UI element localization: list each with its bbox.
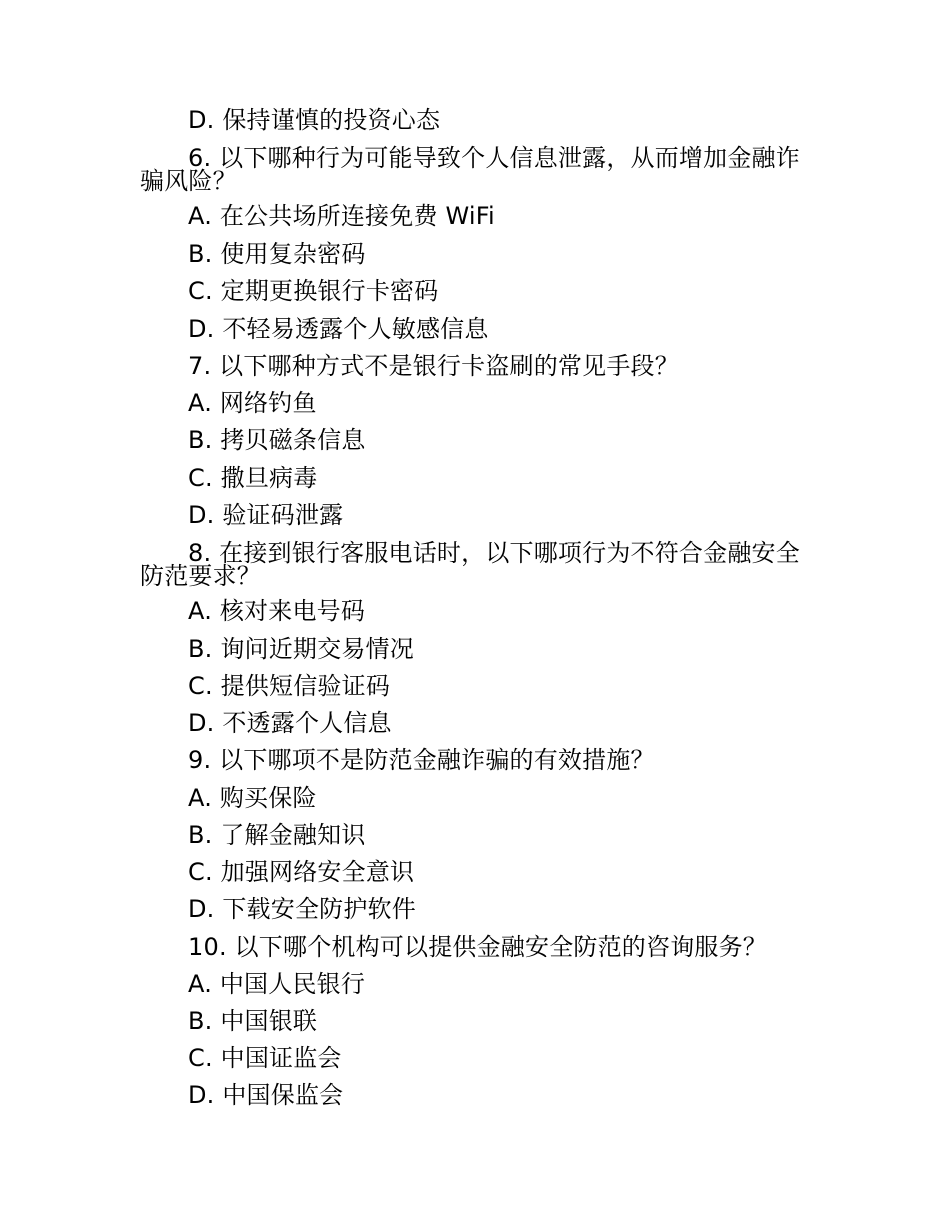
option-8a: A. 核对来电号码 (188, 597, 366, 625)
question-8: 8. 在接到银行客服电话时，以下哪项行为不符合金融安全 (188, 539, 800, 567)
option-10a: A. 中国人民银行 (188, 970, 366, 998)
option-8b: B. 询问近期交易情况 (188, 635, 414, 663)
option-10b: B. 中国银联 (188, 1007, 318, 1035)
option-9a: A. 购买保险 (188, 784, 317, 812)
option-10d: D. 中国保监会 (188, 1081, 344, 1109)
question-6: 6. 以下哪种行为可能导致个人信息泄露，从而增加金融诈 (188, 144, 800, 172)
option-7d: D. 验证码泄露 (188, 501, 344, 529)
question-10: 10. 以下哪个机构可以提供金融安全防范的咨询服务？ (188, 933, 767, 961)
option-7c: C. 撒旦病毒 (188, 464, 318, 492)
question-7: 7. 以下哪种方式不是银行卡盗刷的常见手段？ (188, 352, 679, 380)
option-5d: D. 保持谨慎的投资心态 (188, 106, 441, 134)
option-8d: D. 不透露个人信息 (188, 709, 392, 737)
option-6a: A. 在公共场所连接免费 WiFi (188, 202, 495, 230)
option-9b: B. 了解金融知识 (188, 821, 366, 849)
option-8c: C. 提供短信验证码 (188, 672, 391, 700)
option-9c: C. 加强网络安全意识 (188, 858, 415, 886)
question-8-continued: 防范要求？ (140, 562, 261, 590)
option-10c: C. 中国证监会 (188, 1044, 342, 1072)
question-6-continued: 骗风险？ (140, 167, 237, 195)
option-6d: D. 不轻易透露个人敏感信息 (188, 315, 489, 343)
option-7a: A. 网络钓鱼 (188, 389, 317, 417)
option-6b: B. 使用复杂密码 (188, 240, 366, 268)
option-7b: B. 拷贝磁条信息 (188, 426, 366, 454)
question-9: 9. 以下哪项不是防范金融诈骗的有效措施？ (188, 746, 655, 774)
option-9d: D. 下载安全防护软件 (188, 895, 416, 923)
option-6c: C. 定期更换银行卡密码 (188, 277, 439, 305)
